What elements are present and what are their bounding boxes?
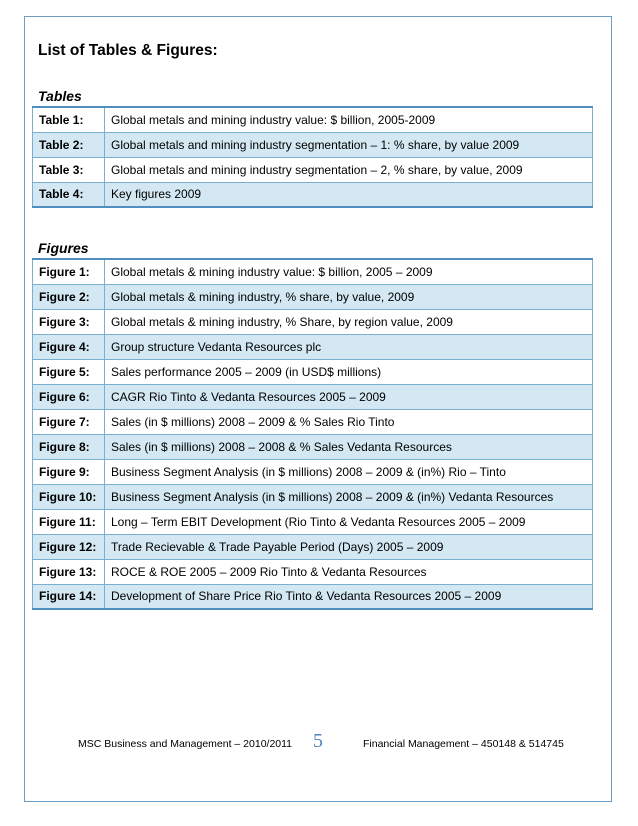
footer-left: MSC Business and Management – 2010/2011 <box>78 738 293 750</box>
figure-entry-description: Sales (in $ millions) 2008 – 2008 & % Sales Vedanta Resources <box>105 434 593 459</box>
figure-entry-description: Development of Share Price Rio Tinto & Vedanta Resources 2005 – 2009 <box>105 584 593 609</box>
table-entry-row <box>33 132 593 157</box>
figure-entry-row <box>33 509 593 534</box>
figure-entry-row <box>33 359 593 384</box>
figure-entry-row <box>33 384 593 409</box>
figure-entry-row <box>33 309 593 334</box>
figure-entry-label: Figure 9: <box>33 459 105 484</box>
figure-entry-description: Business Segment Analysis (in $ millions) 2008 – 2009 & (in%) Rio – Tinto <box>105 459 593 484</box>
figure-entry-description: Trade Recievable & Trade Payable Period (Days) 2005 – 2009 <box>105 534 593 559</box>
tables-list <box>32 106 593 208</box>
footer-right: Financial Management – 450148 & 514745 <box>363 738 564 750</box>
figure-entry-description: ROCE & ROE 2005 – 2009 Rio Tinto & Vedanta Resources <box>105 559 593 584</box>
figure-entry-description: Long – Term EBIT Development (Rio Tinto & Vedanta Resources 2005 – 2009 <box>105 509 593 534</box>
figure-entry-description: Global metals & mining industry value: $ billion, 2005 – 2009 <box>105 259 593 284</box>
figure-entry-description: Sales performance 2005 – 2009 (in USD$ millions) <box>105 359 593 384</box>
figure-entry-label: Figure 1: <box>33 259 105 284</box>
figure-entry-label: Figure 3: <box>33 309 105 334</box>
figure-entry-label: Figure 4: <box>33 334 105 359</box>
table-entry-label: Table 4: <box>33 182 105 207</box>
table-entry-description: Global metals and mining industry segmentation – 1: % share, by value 2009 <box>105 132 593 157</box>
figure-entry-description: Group structure Vedanta Resources plc <box>105 334 593 359</box>
figure-entry-row <box>33 409 593 434</box>
figure-entry-label: Figure 12: <box>33 534 105 559</box>
figure-entry-label: Figure 11: <box>33 509 105 534</box>
figure-entry-label: Figure 6: <box>33 384 105 409</box>
figure-entry-row <box>33 534 593 559</box>
figure-entry-description: Global metals & mining industry, % share, by value, 2009 <box>105 284 593 309</box>
figure-entry-description: Global metals & mining industry, % Share, by region value, 2009 <box>105 309 593 334</box>
figure-entry-label: Figure 2: <box>33 284 105 309</box>
figure-entry-row <box>33 459 593 484</box>
table-entry-description: Key figures 2009 <box>105 182 593 207</box>
figure-entry-description: Business Segment Analysis (in $ millions) 2008 – 2009 & (in%) Vedanta Resources <box>105 484 593 509</box>
figure-entry-row <box>33 484 593 509</box>
table-entry-row <box>33 182 593 207</box>
table-entry-row <box>33 157 593 182</box>
figure-entry-label: Figure 10: <box>33 484 105 509</box>
figure-entry-label: Figure 13: <box>33 559 105 584</box>
figures-list <box>32 258 593 610</box>
figure-entry-label: Figure 14: <box>33 584 105 609</box>
table-entry-label: Table 1: <box>33 107 105 132</box>
figure-entry-label: Figure 7: <box>33 409 105 434</box>
table-entry-row <box>33 107 593 132</box>
page-number: 5 <box>313 730 323 752</box>
table-entry-label: Table 2: <box>33 132 105 157</box>
figure-entry-row <box>33 334 593 359</box>
table-entry-description: Global metals and mining industry value: $ billion, 2005-2009 <box>105 107 593 132</box>
page-title: List of Tables & Figures: <box>38 42 218 59</box>
figures-heading: Figures <box>38 240 89 256</box>
figure-entry-label: Figure 5: <box>33 359 105 384</box>
figure-entry-row <box>33 284 593 309</box>
table-entry-label: Table 3: <box>33 157 105 182</box>
figure-entry-label: Figure 8: <box>33 434 105 459</box>
tables-heading: Tables <box>38 88 82 104</box>
figure-entry-row <box>33 259 593 284</box>
figure-entry-row <box>33 584 593 609</box>
figure-entry-description: Sales (in $ millions) 2008 – 2009 & % Sales Rio Tinto <box>105 409 593 434</box>
figure-entry-row <box>33 434 593 459</box>
table-entry-description: Global metals and mining industry segmentation – 2, % share, by value, 2009 <box>105 157 593 182</box>
figure-entry-description: CAGR Rio Tinto & Vedanta Resources 2005 – 2009 <box>105 384 593 409</box>
figure-entry-row <box>33 559 593 584</box>
